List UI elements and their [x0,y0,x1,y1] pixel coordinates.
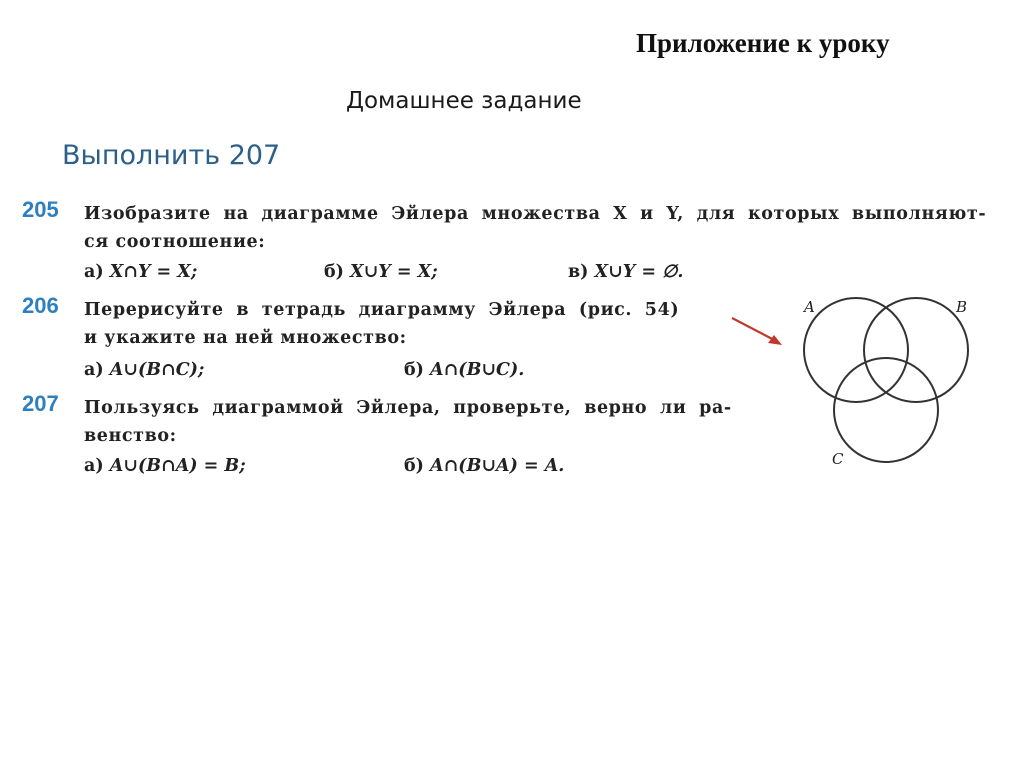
option-expression: A∪(B∩A) = B; [109,456,246,476]
option-c [568,258,683,286]
problem-text-line: венство: [84,426,177,446]
homework-title: Домашнее задание [346,88,582,114]
option-b [404,452,564,480]
circle-b [864,298,968,402]
option-label: в) [568,262,589,282]
problem-text-line: ся соотношение: [84,232,266,252]
option-expression: X∪Y = X; [350,262,438,282]
circle-a [804,298,908,402]
appendix-title: Приложение к уроку [636,28,890,58]
option-b [324,258,438,286]
option-a [84,356,204,384]
option-expression: A∩(B∪C). [430,360,525,380]
problem-number: 207 [22,391,59,416]
option-b [404,356,524,384]
option-expression: A∪(B∩C); [109,360,205,380]
problem-text-line: Изобразите на диаграмме Эйлера множества X и Y, для которых выполняют- [84,204,987,224]
option-a [84,452,246,480]
option-a [84,258,197,286]
problem-text-line: и укажите на ней множество: [84,328,407,348]
option-label: б) [404,456,424,476]
option-expression: X∩Y = X; [109,262,198,282]
assignment-title: Выполнить 207 [62,140,281,171]
label-b: B [956,298,968,316]
euler-diagram [790,288,990,488]
option-label: б) [404,360,424,380]
option-expression: X∪Y = ∅. [594,262,684,282]
option-label: б) [324,262,344,282]
label-c: C [832,450,844,468]
problem-number: 206 [22,293,59,318]
problem-number: 205 [22,197,59,222]
arrow-icon [728,312,788,352]
option-label: а) [84,456,104,476]
problem-text-line: Пользуясь диаграммой Эйлера, проверьте, верно ли ра- [84,398,732,418]
circle-c [834,358,938,462]
problem-text-line: Перерисуйте в тетрадь диаграмму Эйлера (рис. 54) [84,300,680,320]
option-expression: A∩(B∪A) = A. [430,456,565,476]
label-a: A [804,298,815,316]
option-label: а) [84,262,104,282]
option-label: а) [84,360,104,380]
